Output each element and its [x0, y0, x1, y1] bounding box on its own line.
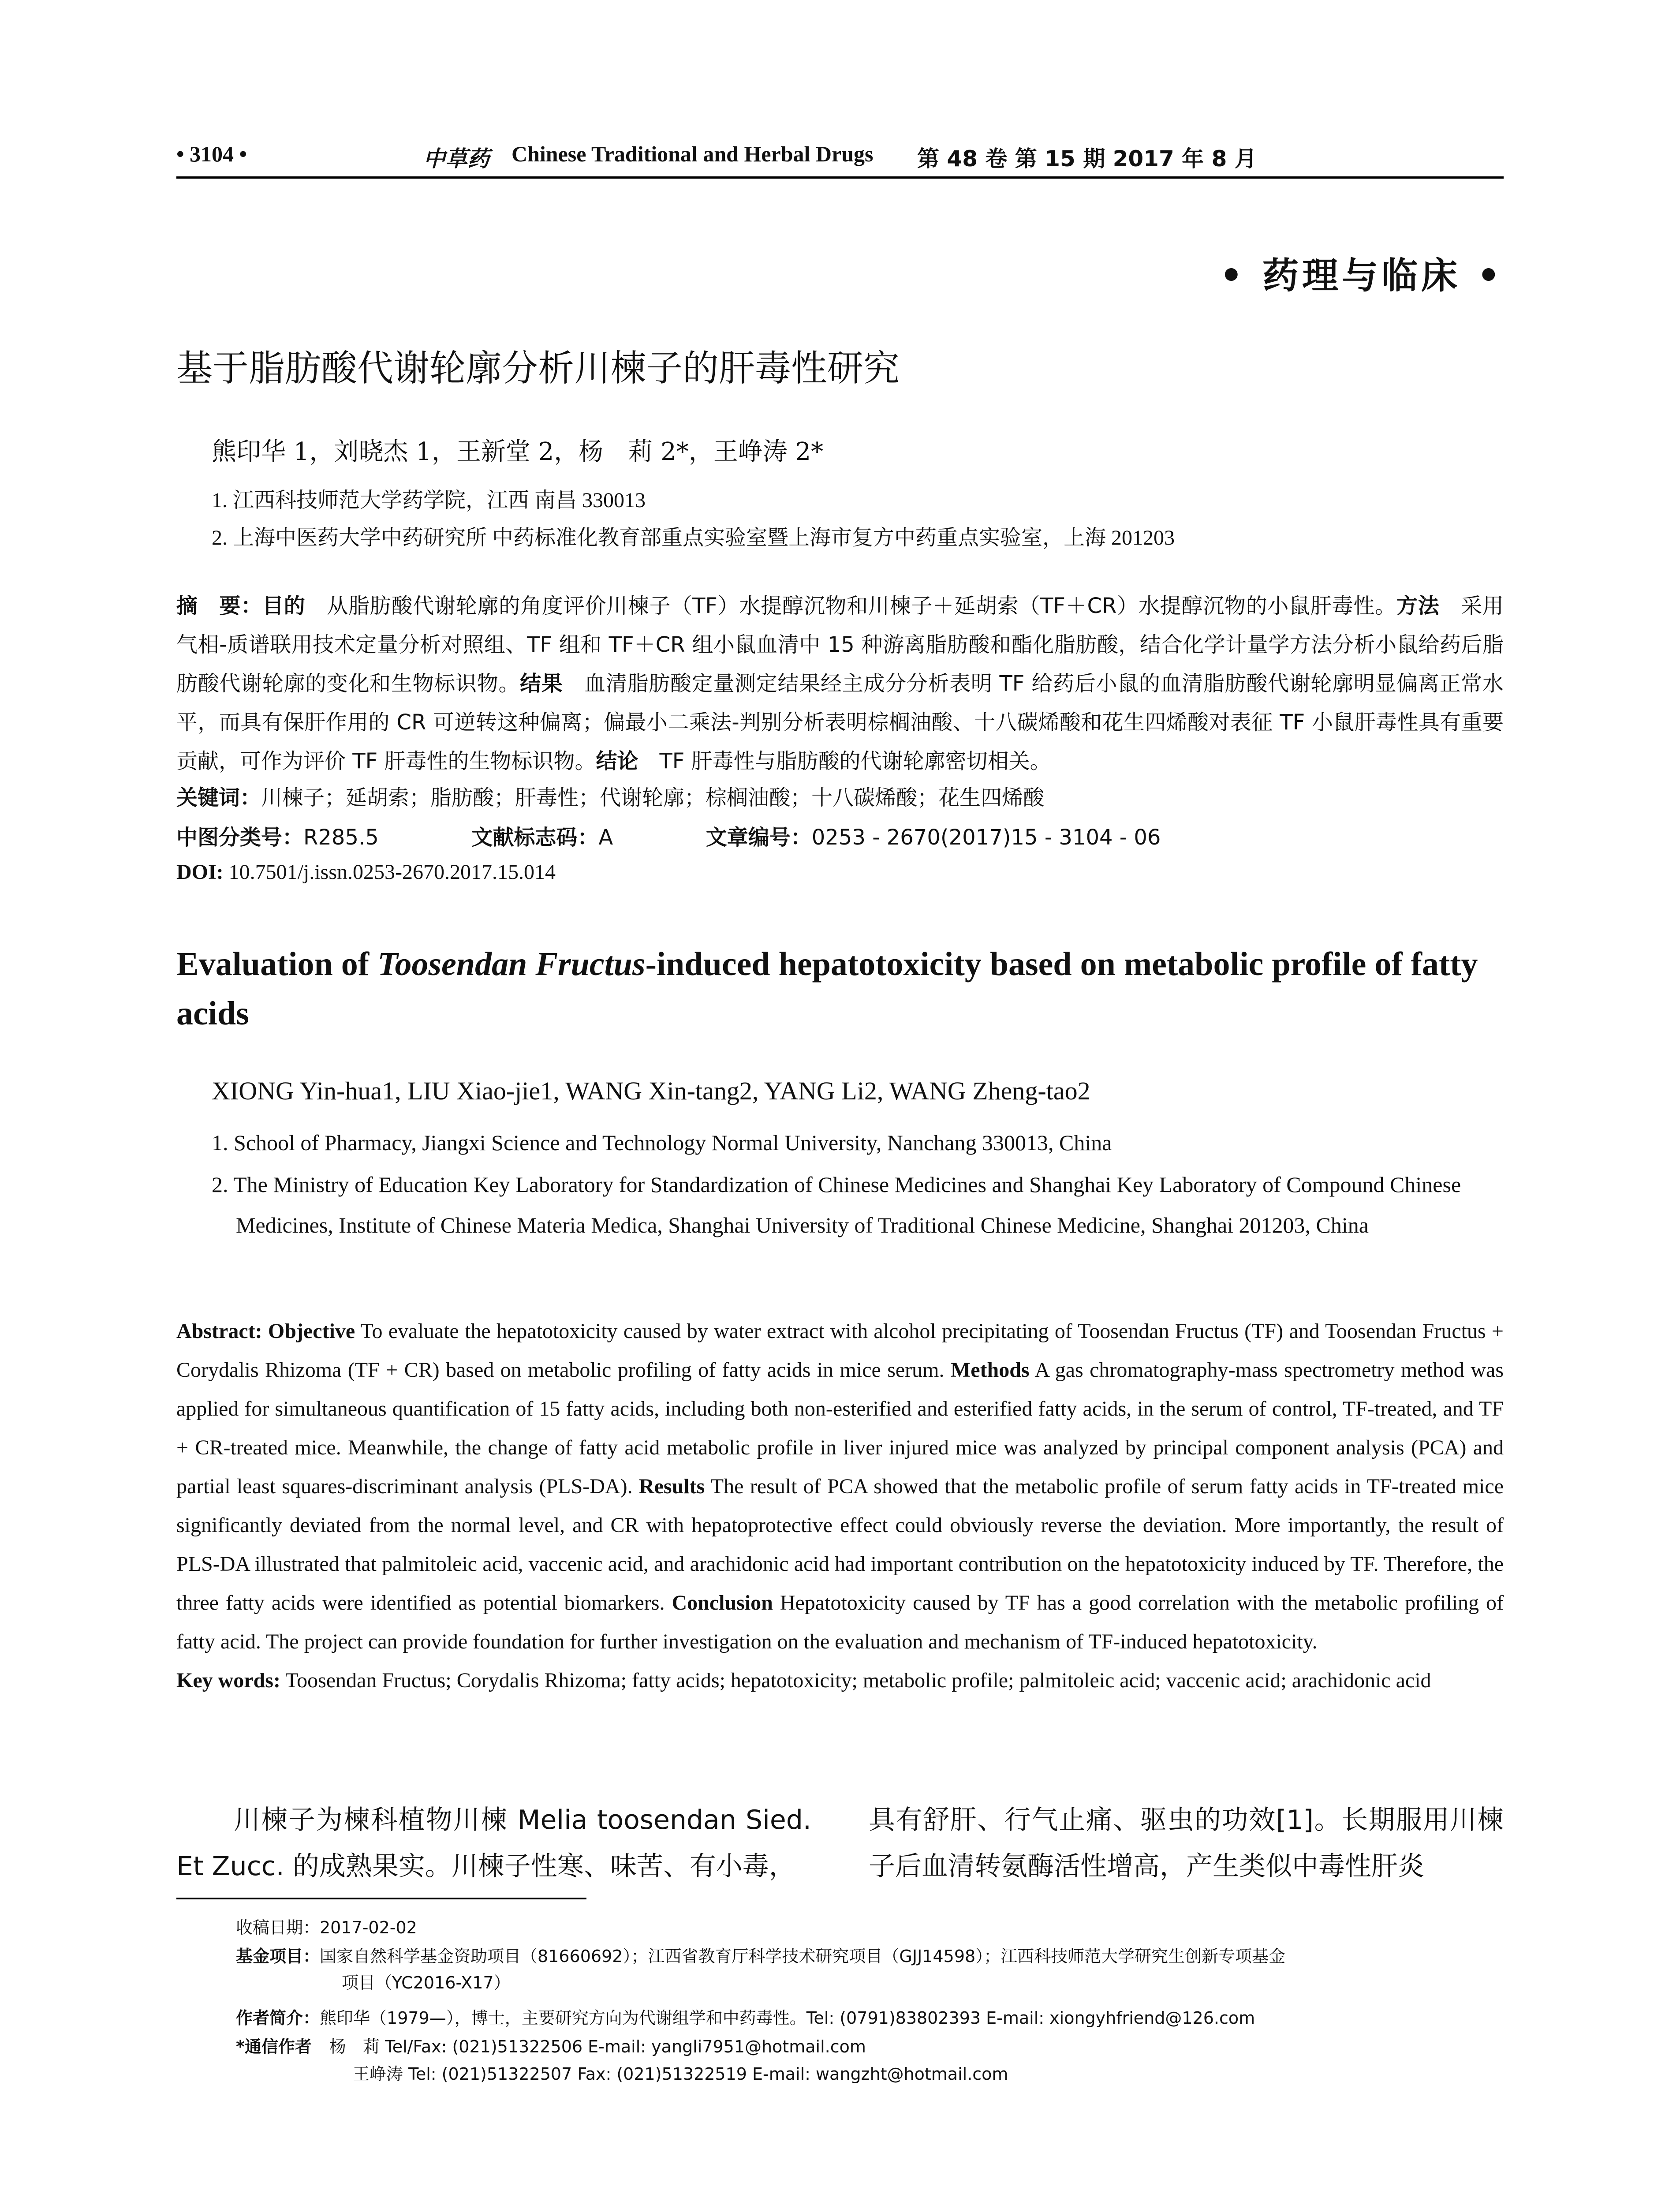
body-right-column: 具有舒肝、行气止痛、驱虫的功效[1]。长期服用川楝子后血清转氨酶活性增高，产生类似中毒性肝炎	[869, 1805, 1504, 1882]
keywords-label: 关键词：	[176, 785, 261, 810]
chinese-title: 基于脂肪酸代谢轮廓分析川楝子的肝毒性研究	[176, 348, 900, 389]
clc-label: 中图分类号：	[176, 825, 304, 850]
footnote-bio	[236, 2004, 1255, 2029]
corr-label: *通信作者	[236, 2037, 312, 2056]
abstract-label: 摘 要：	[176, 594, 263, 618]
article-value: 0253 - 2670(2017)15 - 3104 - 06	[811, 825, 1161, 850]
bio-text: 熊印华（1979—），博士，主要研究方向为代谢组学和中药毒性。Tel: (0791)83802393 E-mail: xiongyhfriend@126.com	[320, 2008, 1255, 2028]
page-number: • 3104 •	[176, 142, 247, 166]
en-objective-text: To evaluate the hepatotoxicity caused by water extract with alcohol precipitating of Toosendan Fructus (TF) and Toosendan Fructus + Corydalis Rhizoma (TF + CR) based on metabolic profiling of fatty acids in mice serum.	[176, 1319, 1504, 1382]
chinese-keywords	[176, 781, 1044, 811]
doi-value: 10.7501/j.issn.0253-2670.2017.15.014	[223, 860, 556, 884]
section-tag: • 药理与临床 •	[1220, 254, 1504, 297]
doi-line	[176, 860, 556, 884]
footnote-fund	[236, 1943, 1285, 1967]
chinese-authors: 熊印华 1，刘晓杰 1，王新堂 2，杨 莉 2*，王峥涛 2*	[212, 437, 824, 466]
footnote-corr	[236, 2033, 866, 2057]
en-results-label: Results	[638, 1475, 705, 1498]
en-keywords-text: Toosendan Fructus; Corydalis Rhizoma; fatty acids; hepatotoxicity; metabolic profile; palmitoleic acid; vaccenic acid; arachidonic acid	[280, 1669, 1431, 1692]
conclusion-text: TF 肝毒性与脂肪酸的代谢轮廓密切相关。	[638, 749, 1051, 774]
clc-value: R285.5	[303, 825, 379, 850]
doc-label: 文献标志码：	[471, 825, 599, 850]
footnote-received: 收稿日期：2017-02-02	[236, 1918, 417, 1937]
en-conclusion-label: Conclusion	[672, 1591, 773, 1615]
footnote-rule	[176, 1898, 586, 1899]
english-title-post: -induced hepatotoxicity based on metabolic profile of fatty acids	[176, 946, 1478, 1032]
results-text: 血清脂肪酸定量测定结果经主成分分析表明 TF 给药后小鼠的血清脂肪酸代谢轮廓明显偏离正常水平，而具有保肝作用的 CR 可逆转这种偏离；偏最小二乘法-判别分析表明棕榈油酸、十八碳烯酸和花生四烯酸对表征 TF 小鼠肝毒性具有重要贡献，可作为评价 TF 肝毒性的生物标识物。	[176, 671, 1504, 774]
english-abstract	[176, 1312, 1504, 1700]
fund-label: 基金项目：	[236, 1947, 320, 1966]
en-conclusion-text: Hepatotoxicity caused by TF has a good correlation with the metabolic profiling of fatty acid. The project can provide foundation for further investigation on the evaluation and mechanism of TF-induced hepatotoxicity.	[176, 1591, 1504, 1653]
doi-label: DOI:	[176, 860, 224, 884]
objective-text: 从脂肪酸代谢轮廓的角度评价川楝子（TF）水提醇沉物和川楝子＋延胡索（TF＋CR）水提醇沉物的小鼠肝毒性。	[305, 594, 1396, 618]
en-methods-text: A gas chromatography-mass spectrometry method was applied for simultaneous quantification of 15 fatty acids, including both non-esterified and esterified fatty acids, in the serum of control, TF-treated, and TF + CR-treated mice. Meanwhile, the change of fatty acid metabolic profile in liver injured mice was analyzed by principal component analysis (PCA) and partial least squares-discriminant analysis (PLS-DA).	[176, 1358, 1504, 1498]
running-header	[176, 141, 1504, 176]
en-results-text: The result of PCA showed that the metabolic profile of serum fatty acids in TF-treated mice significantly deviated from the normal level, and CR with hepatoprotective effect could obviously reverse the deviation. More importantly, the result of PLS-DA illustrated that palmitoleic acid, vaccenic acid, and arachidonic acid had important contribution on the hepatotoxicity induced by TF. Therefore, the three fatty acids were identified as potential biomarkers.	[176, 1475, 1504, 1615]
chinese-abstract	[176, 587, 1504, 781]
methods-label: 方法	[1396, 594, 1440, 618]
english-title-pre: Evaluation of	[176, 946, 378, 983]
english-authors: XIONG Yin-hua1, LIU Xiao-jie1, WANG Xin-tang2, YANG Li2, WANG Zheng-tao2	[212, 1076, 1090, 1105]
objective-label: 目的	[262, 594, 306, 618]
results-label: 结果	[520, 671, 563, 696]
header-rule	[176, 176, 1504, 179]
english-affiliation-2	[212, 1164, 1504, 1245]
journal-name-en: Chinese Traditional and Herbal Drugs	[511, 142, 874, 166]
english-affiliation-2-text: 2. The Ministry of Education Key Laboratory for Standardization of Chinese Medicines and Shanghai Key Laboratory of Compound Chinese Medicines, Institute of Chinese Materia Medica, Shanghai University of Traditional Chinese Medicine, Shanghai 201203, China	[212, 1172, 1461, 1237]
keywords-text: 川楝子；延胡索；脂肪酸；肝毒性；代谢轮廓；棕榈油酸；十八碳烯酸；花生四烯酸	[261, 785, 1045, 810]
chinese-affiliation-2: 2. 上海中医药大学中药研究所 中药标准化教育部重点实验室暨上海市复方中药重点实验室，上海 201203	[212, 526, 1175, 549]
methods-text: 采用气相-质谱联用技术定量分析对照组、TF 组和 TF＋CR 组小鼠血清中 15 种游离脂肪酸和酯化脂肪酸，结合化学计量学方法分析小鼠给药后脂肪酸代谢轮廓的变化和生物标识物。	[176, 594, 1504, 696]
en-methods-label: Methods	[950, 1358, 1030, 1382]
en-abstract-label: Abstract: Objective	[176, 1319, 355, 1343]
english-affiliation-1: 1. School of Pharmacy, Jiangxi Science and Technology Normal University, Nanchang 330013, China	[212, 1130, 1112, 1155]
conclusion-label: 结论	[596, 749, 638, 774]
chinese-affiliation-1: 1. 江西科技师范大学药学院，江西 南昌 330013	[212, 489, 646, 512]
corr-text-1: 杨 莉 Tel/Fax: (021)51322506 E-mail: yangli7951@hotmail.com	[329, 2037, 866, 2056]
journal-name-cn: 中草药	[423, 146, 489, 172]
doc-value: A	[598, 825, 613, 850]
bio-label: 作者简介：	[236, 2008, 320, 2028]
footnote-fund-cont: 项目（YC2016-X17）	[342, 1973, 511, 1992]
body-left-column: 川楝子为楝科植物川楝 Melia toosendan Sied. Et Zucc. 的成熟果实。川楝子性寒、味苦、有小毒，	[176, 1805, 811, 1882]
english-title-italic: Toosendan Fructus	[377, 946, 646, 983]
english-title	[176, 939, 1504, 1038]
en-keywords-label: Key words:	[176, 1669, 280, 1692]
classification-line	[176, 820, 1161, 851]
article-label: 文章编号：	[706, 825, 812, 850]
footnote-corr-2: 王峥涛 Tel: (021)51322507 Fax: (021)51322519 E-mail: wangzht@hotmail.com	[353, 2064, 1008, 2084]
issue-info: 第 48 卷 第 15 期 2017 年 8 月	[917, 146, 1257, 172]
fund-text: 国家自然科学基金资助项目（81660692）；江西省教育厅科学技术研究项目（GJJ14598）；江西科技师范大学研究生创新专项基金	[320, 1947, 1286, 1966]
